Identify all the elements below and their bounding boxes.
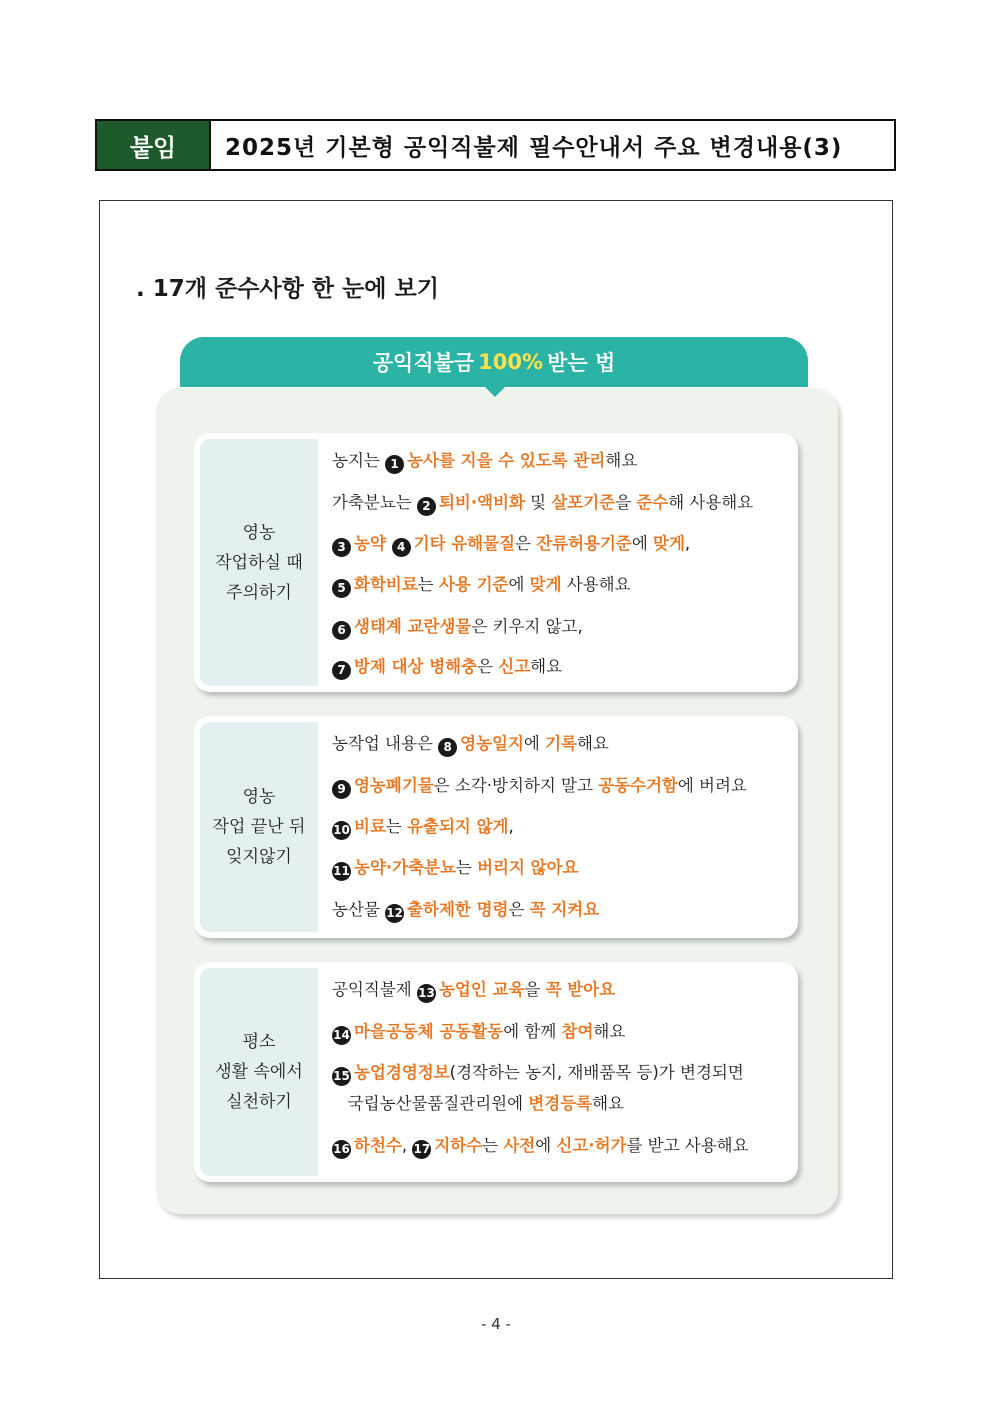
- line-text: 에 함께: [503, 1022, 562, 1041]
- item-number-badge: 10: [332, 821, 351, 840]
- card-line: [332, 1018, 625, 1045]
- highlight-text: 참여: [561, 1022, 594, 1041]
- card-after-farming: [194, 716, 798, 938]
- highlight-text: 영농일지: [460, 734, 524, 753]
- card-lines: [318, 716, 798, 938]
- section-title: . 17개 준수사항 한 눈에 보기: [136, 276, 439, 302]
- line-text: 는: [482, 1136, 504, 1155]
- line-text: 해요: [593, 1022, 626, 1041]
- highlight-text: 잔류허용기준: [536, 534, 632, 553]
- highlight-text: 유출되지 않게: [407, 817, 509, 836]
- line-text: 는: [417, 575, 439, 594]
- card-line: [332, 854, 578, 881]
- card-daily-practice: [194, 962, 798, 1182]
- item-number-badge: 12: [385, 904, 404, 923]
- highlight-text: 농약: [354, 534, 392, 553]
- highlight-text: 변경등록: [528, 1094, 593, 1113]
- line-text: 에 버려요: [677, 776, 747, 795]
- highlight-text: 농업경영정보: [354, 1063, 450, 1082]
- line-text: 은 소각·방치하지 말고: [433, 776, 599, 795]
- line-text: 은: [508, 900, 530, 919]
- item-number-badge: 3: [332, 538, 351, 557]
- line-text: 은 키우지 않고,: [471, 617, 583, 636]
- card-line: [332, 571, 631, 598]
- card-line: [332, 1132, 749, 1159]
- card-line: [332, 530, 690, 557]
- card-line: [332, 447, 637, 474]
- line-text: 농지는: [332, 451, 386, 470]
- highlight-text: 꼭 지켜요: [529, 900, 600, 919]
- line-text: 는: [385, 817, 408, 836]
- line-text: ,: [401, 1136, 413, 1155]
- card-label: 영농 작업 끝난 뒤 잊지않기: [200, 722, 318, 932]
- highlight-text: 버리지 않아요: [477, 858, 579, 877]
- card-line: [332, 489, 753, 516]
- line-text: 에: [535, 1136, 557, 1155]
- card-line: [332, 1090, 624, 1114]
- item-number-badge: 17: [412, 1140, 431, 1159]
- highlight-text: 사전: [503, 1136, 536, 1155]
- card-lines: [318, 433, 798, 692]
- line-text: 및: [524, 493, 552, 512]
- highlight-text: 농업인 교육: [438, 980, 525, 999]
- highlight-text: 사용 기준: [438, 575, 509, 594]
- line-text: 에: [631, 534, 654, 553]
- line-text: 을: [524, 980, 546, 999]
- page-number: - 4 -: [481, 1315, 511, 1333]
- item-number-badge: 5: [332, 579, 351, 598]
- line-text: 는: [455, 858, 478, 877]
- highlight-text: 농사를 지을 수 있도록 관리: [407, 451, 606, 470]
- attachment-tag: 붙임: [97, 121, 211, 169]
- line-text: 가축분뇨는: [332, 493, 417, 512]
- item-number-badge: 14: [332, 1026, 351, 1045]
- highlight-text: 살포기준: [551, 493, 616, 512]
- highlight-text: 하천수: [354, 1136, 402, 1155]
- highlight-text: 퇴비·액비화: [438, 493, 525, 512]
- card-line: [332, 813, 514, 840]
- highlight-text: 기록: [545, 734, 577, 753]
- line-text: 해요: [592, 1094, 624, 1113]
- card-line: [332, 772, 747, 799]
- line-text: (경작하는 농지, 재배품목 등)가 변경되면: [449, 1063, 744, 1082]
- highlight-text: 신고: [498, 657, 531, 676]
- line-text: 국립농산물품질관리원에: [332, 1094, 529, 1113]
- line-text: 해 사용해요: [668, 493, 754, 512]
- highlight-text: 준수: [636, 493, 669, 512]
- highlight-text: 생태계 교란생물: [354, 617, 472, 636]
- item-number-badge: 15: [332, 1067, 351, 1086]
- highlight-text: 마을공동체 공동활동: [354, 1022, 504, 1041]
- banner-post: 받는 법: [547, 351, 616, 375]
- card-line: [332, 976, 615, 1003]
- card-line: [332, 613, 583, 640]
- card-label: 평소 생활 속에서 실천하기: [200, 968, 318, 1176]
- highlight-text: 농약·가축분뇨: [354, 858, 456, 877]
- highlight-text: 맞게: [529, 575, 562, 594]
- item-number-badge: 6: [332, 621, 351, 640]
- line-text: 를 받고 사용해요: [626, 1136, 749, 1155]
- highlight-text: 지하수: [434, 1136, 483, 1155]
- banner-highlight: 100%: [478, 350, 544, 374]
- line-text: 을: [615, 493, 637, 512]
- item-number-badge: 7: [332, 661, 351, 680]
- line-text: ,: [508, 817, 514, 836]
- highlight-text: 신고·허가: [556, 1136, 627, 1155]
- card-label: 영농 작업하실 때 주의하기: [200, 439, 318, 686]
- line-text: 농작업 내용은: [332, 734, 439, 753]
- item-number-badge: 8: [438, 738, 457, 757]
- item-number-badge: 1: [385, 455, 404, 474]
- header-bar: [95, 119, 896, 171]
- line-text: 공익직불제: [332, 980, 417, 999]
- highlight-text: 영농폐기물: [354, 776, 434, 795]
- line-text: 해요: [530, 657, 563, 676]
- highlight-text: 출하제한 명령: [407, 900, 509, 919]
- highlight-text: 꼭 받아요: [545, 980, 616, 999]
- highlight-text: 비료: [354, 817, 386, 836]
- card-line: [332, 1059, 744, 1086]
- item-number-badge: 4: [392, 538, 411, 557]
- card-lines: [318, 962, 798, 1182]
- line-text: ,: [684, 534, 691, 553]
- item-number-badge: 16: [332, 1140, 351, 1159]
- line-text: 에: [523, 734, 546, 753]
- banner-pre: 공익직불금: [372, 351, 475, 375]
- highlight-text: 공동수거함: [598, 776, 678, 795]
- line-text: 농산물: [332, 900, 386, 919]
- line-text: 은: [515, 534, 537, 553]
- card-line: [332, 896, 599, 923]
- highlight-text: 방제 대상 병해충: [354, 657, 478, 676]
- line-text: 은: [477, 657, 499, 676]
- item-number-badge: 13: [417, 984, 436, 1003]
- highlight-text: 화학비료: [354, 575, 418, 594]
- card-line: [332, 653, 562, 680]
- card-farming-caution: [194, 433, 798, 692]
- card-line: [332, 730, 609, 757]
- document-title: 2025년 기본형 공익직불제 필수안내서 주요 변경내용(3): [225, 134, 843, 161]
- banner: [180, 337, 808, 387]
- item-number-badge: 9: [332, 780, 351, 799]
- highlight-text: 맞게: [653, 534, 685, 553]
- banner-pointer: [483, 385, 507, 397]
- item-number-badge: 2: [417, 497, 436, 516]
- item-number-badge: 11: [332, 862, 351, 881]
- highlight-text: 기타 유해물질: [413, 534, 516, 553]
- line-text: 해요: [576, 734, 609, 753]
- line-text: 해요: [605, 451, 638, 470]
- line-text: 에: [508, 575, 530, 594]
- line-text: 사용해요: [561, 575, 631, 594]
